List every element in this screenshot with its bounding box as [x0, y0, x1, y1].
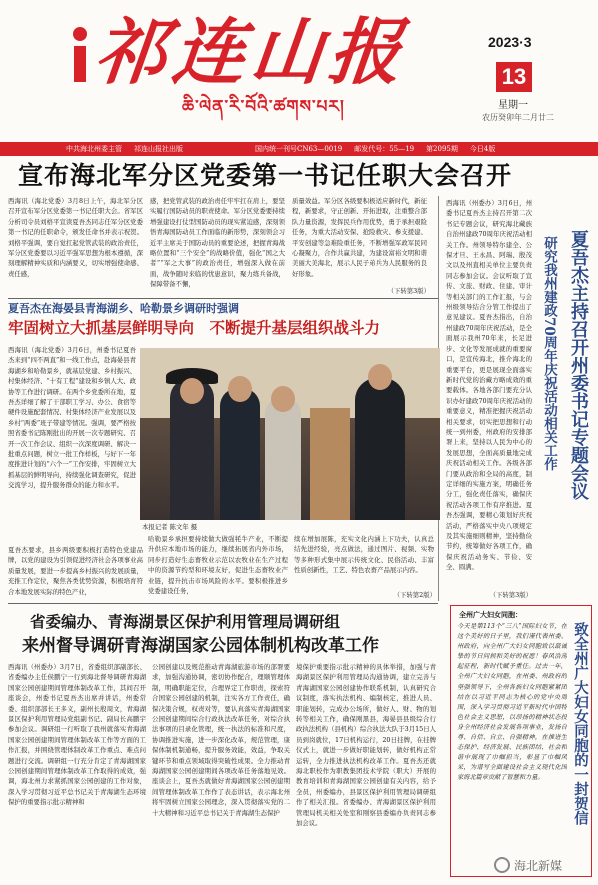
photo-person [265, 398, 301, 520]
watermark-text: 海北新媒 [514, 858, 563, 873]
letter-headline: 致全州广大妇女同胞的一封贺信 [572, 622, 589, 825]
info-publisher: 祁连山报社出版 [134, 145, 183, 153]
issue-weekday: 星期一 [498, 100, 528, 111]
letter-body: 今天是第113个“三八”国际妇女节，在这个美好的日子里，我们谨代表州委、州政府，向全州广大妇女同胞致以最诚挚的节日问候和美好的祝愿！春风浩荡起征程，新时代赋予重任。过去一年，全州广大妇女同胞，在州委、州政府的坚强领导下，全州各族妇女同胞紧紧团结在以习近平同志为核心的党中央周围，深入学习贯彻习近平新时代中国特色社会主义思想，以昂扬的精神状态投身全州经济社会发展各项事业，发扬自尊、自信、自立、自强精神，在推进生态保护、经济发展、民族团结、社会和谐中展现了巾帼担当，彰显了巾帼风采，为谱写全面建设社会主义现代化国家海北篇章贡献了智慧和力量。 [457, 623, 567, 782]
info-issue-number: 第2095期 [426, 145, 458, 153]
article1-col1: 西海讯（海北党委）3月8日上午，海北军分区召开宣布军分区党委第一书记任职大会。省军区分析司令员刘格平宣读夏吾杰同志任军分区党委第一书记的任职命令，颁发任命书并表示祝贺。刘格平强调，要自觉扛起党管武装的政治责任，军分区党委要以习近平强军思想为根本遵循，深刻理解精神实质和内涵要义，切实增强使命感、责任感， [8, 197, 143, 278]
right-article-body: 西海讯（州委办）3月6日，州委书记夏吾杰主持召开第二次书记专题会议，研究海北藏族自治州建政70周年庆祝活动相关工作。州领导特尔建全、公保才旦、王永昌、阿瑞、殷茂文以及州直相关单位主要负责同志参加会议。会议听取了宣传、文旅、财政、住建、审计等相关部门的工作汇报，与会州级领导结合分管工作提出了意见建议。夏吾杰指出，自治州建政70周年庆祝活动，是全面展示我州70年来，长足进步、文化等发展成就的重要窗口，是宣传海北，推介海北的重要平台，更是展现全面落实新时代党的治藏方略成效的重要载体。各地各部门要充分认识办好建政70周年庆祝活动的重要意义，精准把握庆祝活动相关要求，切实把思想和行动统一到州委，州政府的安排部署上来，坚持以人民为中心的发展思想，全面高质量地完成庆祝活动相关工作。各级各部门要从政治和全局的高度，制定详细的实施方案，明确任务分工，强化责任落实，确保庆祝活动各项工作有序推进。夏吾杰强调，要精心策划好庆祝活动，严格落实中央八项规定及其实施细则精神，坚持勤俭节约，统筹做好各项工作，确保庆祝活动务实、节俭、安全、圆满。 [446, 199, 532, 572]
photo-face [271, 386, 295, 412]
issue-year-month: 2023·3 [488, 34, 532, 50]
photo-face [180, 378, 204, 404]
article2-subhead: 夏吾杰在海晏县青海湖乡、哈勒景乡调研时强调 [8, 302, 239, 315]
article3-col3: 境保护重要指示批示精神的具体举措，加强与青海湖景区保护利用管理局沟通协调，建立完善与青海湖国家公园创建协作联系机制，认真研究合议制度，落实执法机构、编制核定，推进人员、职能划转，完成办公场所，做好人、财、物的划转等相关工作，确保刚黑县，海晏县县级综合行政执法机构（县机构）综合执法大队于3月15日人员到岗就位，17日机构运行，20日挂牌，在挂牌仪式上，就进一步做好职能划转，做好机构正常运转，全力推进执法机构改革工作。夏吾杰还就海北职校作为职教集团技术学院（职大）开展的教育培训和青海湖国家公园创建有关内容，给予全员，州委编办，县景区保护利用管理局调研组作了相关汇报。省委编办、青海湖景区保护利用管理局机关相关处室和刚察县委编办负责同志参加会议。 [296, 663, 436, 828]
section-divider [8, 298, 438, 299]
article3-headline-line2: 来州督导调研青海湖国家公园体制机构改革工作 [22, 636, 379, 656]
article3-col1: 西海讯（州委办）3月7日，省委组织部副部长、省委编办主任侯鹏宁一行到海北督导调研青海湖国家公园创建期间管理体制改革工作，其间召开座谈会，州委书记夏吾杰出席并讲话，州委常委、组织部部长王多义，副州长殷周文，青海湖景区保护利用管理局党组副书记、副局长高鹏宇参加会议。调研组一行听取了我州就落实青海湖国家公园创建期间管理体制改革工作等方面的工作汇报，并围绕管理体制改革工作重点、难点问题进行交流。调研组一行充分肯定了青海湖国家公园创建期间管理体制改革工作取得的成效，强调，海北州力求紧抓国家公园创建的工作对象，深入学习贯彻习近平总书记关于青海湖生态环境保护的重要指示批示精神和 [8, 663, 146, 807]
article2-col4: 续在增加展陈，充实文化内涵上下功夫，认真总结先进经验，亮点做法，通过图片、视频、实物等多种形式集中展示传统文化、民俗活动、丰富性质创新性，工艺、特色农畜产品展示内容。 [294, 535, 434, 575]
masthead [0, 0, 598, 142]
news-photo [140, 348, 440, 520]
article1-col2: 感，把党管武装的政治责任牢牢扛在肩上，要坚实履行国防动员的职责使命。军分区党委要持续增强建设打仗型国防动员的现实紧迫感，深刻领悟青海国防动员工作面临的新形势，深刻领会习近平主席关于国防动员的重要论述，把握青海战略位置和“三个安全”的战略价值，强化“国之大者”“军之大事”的政治责任，增强深入做在前面，战争随时来临的忧患意识，聚力练兵备战，保障带备不懈， [150, 197, 285, 289]
photo-face [228, 376, 252, 402]
article2-continued: （下转第2版） [393, 591, 436, 599]
lead-headline: 宣布海北军分区党委第一书记任职大会召开 [18, 161, 513, 190]
info-cn-number: 国内统一刊号CN63—0019 [255, 145, 343, 153]
right-article-headline: 夏吾杰主持召开州委书记专题会议 [568, 230, 589, 500]
issue-lunar-date: 农历癸卯年二月廿二 [482, 113, 554, 122]
info-page-count: 今日4版 [469, 145, 496, 153]
article2-col1: 西海讯（海北党委）3月6日，州委书记夏吾杰来到“四不两直”和一线工作点，赴海晏县青海湖乡和哈勒景乡，就基层党建、乡村振兴、村集体经济、“十有工程”建设和乡镇人大、政协等工作进行调研。在两个乡党委所在地，夏吾杰详细了解了干部职工学习、办公、食宿等硬件设施配套情况、村集体经济产业发展以及乡村“两委”班子带建等情况。强调，要严格按照省委书记陈刚批出的开展一次专题研究、召开一次工作会议、组织一次深度调研、解决一批重点问题，树立一批工作样板，与好下一年度推进计划的“六个一”工作安排，牢固树立大抓基层的鲜明导向，持续强化调查研究，促进交流学习，提升服务群众的能力和水平。 [8, 346, 136, 490]
section-divider [8, 603, 438, 604]
newspaper-flag: 祁连山报 [90, 9, 412, 94]
photo-person [220, 388, 260, 520]
right-article-subhead: 研究我州建政70周年庆祝活动相关工作 [541, 236, 557, 471]
photo-caption: 本报记者 陈文年 摄 [142, 523, 198, 531]
article3-headline-line1: 省委编办、青海湖景区保护利用管理局调研组 [30, 612, 341, 631]
article2-col2: 夏吾杰要求，县乡两级要积极打造特色党建品牌，以党的建设为引领促进经济社会各项事业高质量发展，要进一步提高乡村振兴的发展质量，充推工作定位，聚焦各类优势资源，积极培育符合本地发展实际的特色产业， [8, 546, 143, 596]
congratulatory-letter-box [450, 605, 592, 877]
article2-col3: 哈勒景乡承担要持续做大做强牦牛产业，不断提升供应本地市场的能力，继续拓展省内外市场，同步打造好生态畜牧业示范以农牧业在生产过程中的资源节约型和环境友好，促进生态畜牧业产业链，提升抗击市场风险的水平。要积极推进乡党委建设任务， [148, 535, 288, 596]
wechat-logo-icon [494, 857, 510, 873]
issue-date-box [478, 34, 588, 138]
source-watermark [494, 855, 590, 875]
article3-col2: 公园创建以及规范推动青海湖旅游市场的部署要求，加强沟通协调，密切协作配合，理顺管理体制，明确职能定位，合理界定工作职责，探索符合国家公园创建的机制，注实各方工作责任，确保决策合规，权责对等，要认真落实青海湖国家公园创建期间综合行政执法改革任务，对综合执法事项的目录化管理，统一执法的标准和尺度，协调推进实施，进一步深化改革，规范管理，康保体制机制通畅，提升服务效能，效益，争取关键环节和重点领域取得突破性成果。全力推动青海湖国家公园创建期间各项改革任务落地见效。座谈会上，夏吾杰就做好青海湖国家公园创建期间管理体制改革工作作了表态讲话，表示海北州将牢固树立国家公园理念，深入贯彻落实党的二十大精神和习近平总书记关于青海湖生态保护 [152, 663, 290, 817]
publication-info-bar [0, 142, 598, 156]
info-sponsor: 中共海北州委主管 [66, 145, 122, 153]
article2-headline: 牢固树立大抓基层鲜明导向 不断提升基层组织战斗力 [8, 318, 381, 337]
photo-face [368, 364, 392, 390]
letter-salutation: 全州广大妇女同胞： [459, 610, 522, 619]
article1-col3: 质量效益。军分区各级要积极适应新时代，新征程，新要求，守正创新、开拓进取，注重整合部队力量资源，发挥民兵作用优势，勇于承担艰险任务，为重大活动安保、抢险救灾、参支援建、平安创建等急难险重任务，不断增强军政军民同心凝聚力，合作共赢共建，为建设富裕文明和谐美丽大美海北，展示人民子弟兵为人民服务的良好形象。 [292, 197, 427, 278]
photo-person [355, 378, 405, 520]
newspaper-flag-tibetan: ཆི་ལེན་རི་བོའི་ཚགས་པར། [182, 97, 345, 117]
right-article-continued: （下转第3版） [489, 591, 532, 599]
issue-day: 13 [496, 62, 532, 92]
photo-shelf [310, 408, 350, 520]
info-postal-code: 邮发代号：55—19 [354, 145, 415, 153]
article1-continued: （下转第3版） [387, 287, 430, 295]
